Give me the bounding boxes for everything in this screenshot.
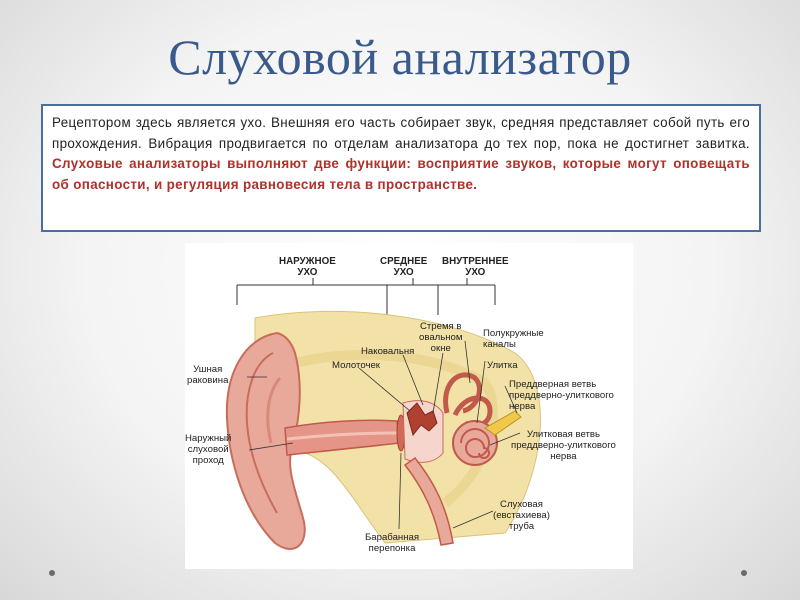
label-pinna: Ушная раковина xyxy=(187,364,229,386)
corner-dot-right xyxy=(741,570,747,576)
section-brackets xyxy=(237,278,495,315)
label-stapes: Стремя в овальном окне xyxy=(419,321,463,354)
label-eustachian-tube: Слуховая (евстахиева) труба xyxy=(493,499,550,532)
label-ear-canal: Наружный слуховой проход xyxy=(185,433,232,466)
ear-diagram xyxy=(185,243,633,569)
label-eardrum: Барабанная перепонка xyxy=(365,532,420,554)
header-outer-ear: НАРУЖНОЕ УХО xyxy=(279,256,336,278)
label-vestibular-branch: Преддверная ветвь преддверно-улиткового нерва xyxy=(509,379,614,412)
label-malleus: Молоточек xyxy=(332,360,380,371)
description-highlight: Слуховые анализаторы выполняют две функции: восприятие звуков, которые могут оповещать об опасности, и регуляция равновесия тела в пространстве. xyxy=(52,156,750,192)
slide-title: Слуховой анализатор xyxy=(168,29,632,85)
label-cochlea: Улитка xyxy=(487,360,518,371)
corner-dot-left xyxy=(49,570,55,576)
label-cochlear-branch: Улитковая ветвь преддверно-улиткового нерва xyxy=(511,429,616,462)
label-semicircular-canals: Полукружные каналы xyxy=(483,328,544,350)
header-inner-ear: ВНУТРЕННЕЕ УХО xyxy=(442,256,509,278)
description-box xyxy=(41,104,761,232)
label-incus: Наковальня xyxy=(361,346,415,357)
header-middle-ear: СРЕДНЕЕ УХО xyxy=(380,256,428,278)
description-text: Рецептором здесь является ухо. Внешняя его часть собирает звук, средняя представляет собой путь его прохождения. Вибрация продвигается по отделам анализатора до тех пор, пока не достигнет завитка. xyxy=(52,115,750,151)
